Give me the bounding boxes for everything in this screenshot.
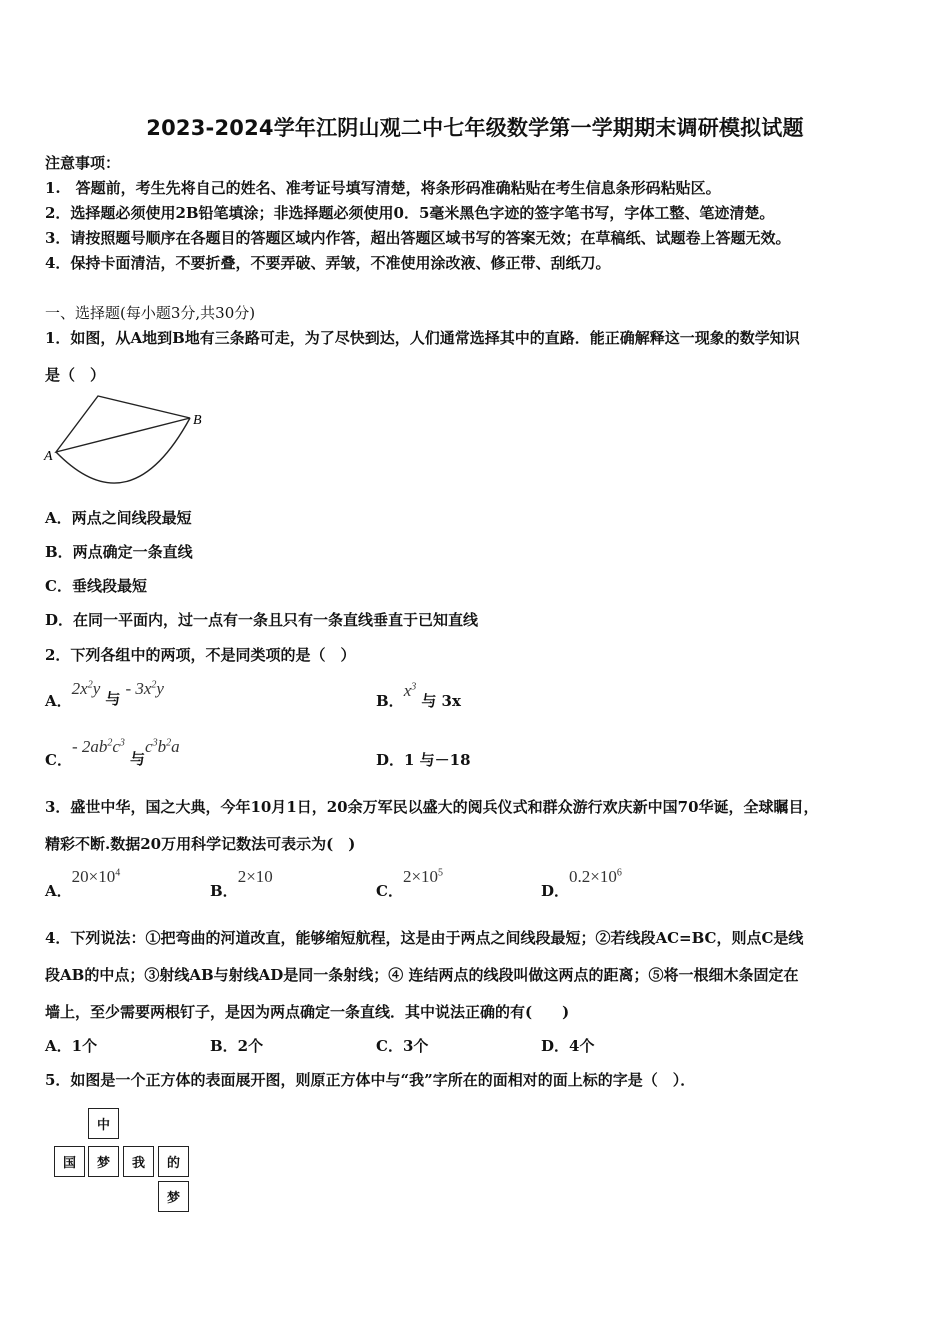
q3-option-a: A．$20\times 10^4$ [45,867,121,900]
q4-option-b: B．2个 [210,1037,264,1055]
q3-option-b: B．2×10 [210,867,273,900]
q4-stem-line1: 4．下列说法：①把弯曲的河道改直，能够缩短航程，这是由于两点之间线段最短；②若线段AC=BC，则点C是线 [45,929,804,947]
q4-option-a: A．1个 [45,1037,98,1055]
q4-option-d: D．4个 [541,1037,595,1055]
net-cell: 梦 [88,1146,119,1177]
net-cell: 我 [123,1146,154,1177]
notice-item: 1. 答题前，考生先将自己的姓名、准考证号填写清楚，将条形码准确粘贴在考生信息条形码粘贴区。 [45,179,721,197]
q2-option-a: A．$2x^2y$ 与 - $3x^2y$ [45,679,164,710]
q4-stem-line3: 墙上，至少需要两根钉子，是因为两点确定一条直线．其中说法正确的有( ) [45,1003,570,1021]
notice-item: 4．保持卡面清洁，不要折叠，不要弄破、弄皱，不准使用涂改液、修正带、刮纸刀。 [45,254,611,272]
q1-stem-line1: 1．如图，从A地到B地有三条路可走，为了尽快到达，人们通常选择其中的直路．能正确解释这一现象的数学知识 [45,329,800,347]
q1-option-b: B．两点确定一条直线 [45,543,193,561]
notice-item: 3．请按照题号顺序在各题目的答题区域内作答，超出答题区域书写的答案无效；在草稿纸、试题卷上答题无效。 [45,229,791,247]
q4-option-c: C．3个 [376,1037,429,1055]
q2-option-d: D．1 与－18 [376,751,471,769]
q1-option-c: C．垂线段最短 [45,577,147,595]
net-cell: 中 [88,1108,119,1139]
net-cell: 国 [54,1146,85,1177]
q3-stem-line1: 3．盛世中华，国之大典，今年10月1日，20余万军民以盛大的阅兵仪式和群众游行欢庆新中国70华诞，全球瞩目， [45,798,819,816]
q1-stem-line2: 是（ ） [45,366,106,384]
q1-figure [40,388,220,488]
q1-option-a: A．两点之间线段最短 [45,509,192,527]
q3-option-c: C．$2\times 10^5$ [376,867,444,900]
q3-option-d: D．$0.2\times 10^6$ [541,867,622,900]
curved-path [56,418,190,483]
q2-option-c: C．- $2ab^2c^3$ 与$c^3b^2a$ [45,737,180,769]
q1-option-d: D．在同一平面内，过一点有一条且只有一条直线垂直于已知直线 [45,611,479,629]
net-cell: 的 [158,1146,189,1177]
section-heading: 一、选择题(每小题3分,共30分) [45,304,256,322]
notice-heading: 注意事项： [45,154,121,172]
q4-stem-line2: 段AB的中点；③射线AB与射线AD是同一条射线；④ 连结两点的线段叫做这两点的距离；⑤将一根细木条固定在 [45,966,799,984]
label-b: B [193,413,202,428]
upper-path [56,396,190,452]
q3-stem-line2: 精彩不断.数据20万用科学记数法可表示为( ) [45,835,356,853]
page-title: 2023-2024学年江阴山观二中七年级数学第一学期期末调研模拟试题 [146,116,804,140]
q2-option-b: B．$x^3$ 与 3x [376,681,461,710]
cube-net [52,1108,197,1214]
label-a: A [44,449,53,464]
q5-stem: 5．如图是一个正方体的表面展开图，则原正方体中与“我”字所在的面相对的面上标的字是（ ）． [45,1071,696,1089]
notice-item: 2．选择题必须使用2B铅笔填涂；非选择题必须使用0．5毫米黑色字迹的签字笔书写，字体工整、笔迹清楚。 [45,204,775,222]
net-cell: 梦 [158,1181,189,1212]
q2-stem: 2．下列各组中的两项，不是同类项的是（ ） [45,646,356,664]
